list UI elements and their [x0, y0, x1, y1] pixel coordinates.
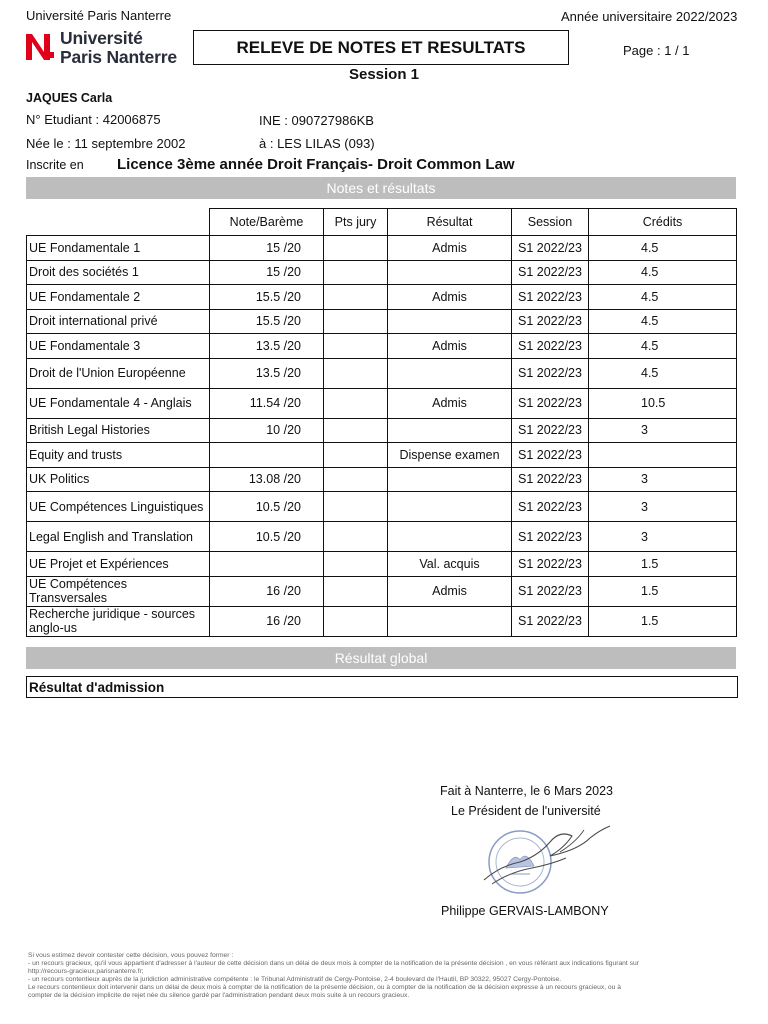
table-row — [27, 418, 737, 443]
university-name-top: Université Paris Nanterre — [26, 8, 172, 23]
row-session: S1 2022/23 — [512, 285, 589, 310]
table-row — [27, 606, 737, 636]
row-result: Admis — [388, 388, 512, 418]
row-result: Admis — [388, 576, 512, 606]
row-session: S1 2022/23 — [512, 492, 589, 522]
row-credits: 1.5 — [589, 576, 737, 606]
official-seal-and-signature — [480, 822, 620, 902]
row-jury — [324, 260, 388, 285]
row-jury — [324, 334, 388, 359]
row-result: Admis — [388, 236, 512, 261]
table-header-row — [27, 209, 737, 236]
row-note: 15.5 /20 — [210, 285, 324, 310]
row-note: 15.5 /20 — [210, 309, 324, 334]
row-credits: 4.5 — [589, 285, 737, 310]
appeal-notice-line: Le recours contentieux doit intervenir dans un délai de deux mois à compter de la notification de la présente décision, ou à compter de la notification de la décision expresse à un recours gracieux, ou à — [28, 984, 621, 992]
row-result — [388, 606, 512, 636]
table-row — [27, 467, 737, 492]
table-row — [27, 358, 737, 388]
row-session: S1 2022/23 — [512, 552, 589, 577]
admission-result-box — [26, 676, 738, 698]
row-label: UE Compétences Linguistiques — [27, 492, 210, 522]
header-session: Session — [512, 209, 589, 236]
row-jury — [324, 606, 388, 636]
row-result — [388, 418, 512, 443]
row-credits: 4.5 — [589, 334, 737, 359]
row-jury — [324, 552, 388, 577]
notes-section-header: Notes et résultats — [26, 177, 736, 199]
logo-mark-icon — [24, 30, 58, 66]
row-label: Equity and trusts — [27, 443, 210, 468]
row-credits: 3 — [589, 418, 737, 443]
row-session: S1 2022/23 — [512, 606, 589, 636]
row-jury — [324, 358, 388, 388]
row-result: Admis — [388, 334, 512, 359]
row-jury — [324, 388, 388, 418]
row-note: 10 /20 — [210, 418, 324, 443]
row-result — [388, 309, 512, 334]
row-session: S1 2022/23 — [512, 522, 589, 552]
table-row — [27, 443, 737, 468]
appeal-notice-line: - un recours contentieux auprès de la juridiction administrative compétente : le Tribunal Administratif de Cergy-Pontoise, 2-4 boulevard de l'Hautil, BP 30322, 95027 Cergy-Pontoise. — [28, 976, 562, 984]
table-row — [27, 309, 737, 334]
header-note: Note/Barème — [210, 209, 324, 236]
row-credits: 1.5 — [589, 552, 737, 577]
row-note: 13.08 /20 — [210, 467, 324, 492]
row-session: S1 2022/23 — [512, 388, 589, 418]
row-note: 10.5 /20 — [210, 492, 324, 522]
table-row — [27, 285, 737, 310]
table-row — [27, 260, 737, 285]
row-session: S1 2022/23 — [512, 467, 589, 492]
row-note: 13.5 /20 — [210, 358, 324, 388]
row-session: S1 2022/23 — [512, 309, 589, 334]
row-label: Legal English and Translation — [27, 522, 210, 552]
row-session: S1 2022/23 — [512, 576, 589, 606]
row-label: Droit international privé — [27, 309, 210, 334]
row-session: S1 2022/23 — [512, 236, 589, 261]
row-credits: 1.5 — [589, 606, 737, 636]
admission-label: Résultat d'admission — [29, 679, 165, 695]
table-row — [27, 236, 737, 261]
row-label: UE Fondamentale 4 - Anglais — [27, 388, 210, 418]
row-result — [388, 492, 512, 522]
session-title — [0, 66, 768, 83]
row-note: 13.5 /20 — [210, 334, 324, 359]
row-jury — [324, 236, 388, 261]
table-row — [27, 334, 737, 359]
document-title: RELEVE DE NOTES ET RESULTATS — [193, 30, 569, 65]
row-label: British Legal Histories — [27, 418, 210, 443]
row-label: UE Projet et Expériences — [27, 552, 210, 577]
academic-year: Année universitaire 2022/2023 — [561, 9, 738, 24]
row-result — [388, 467, 512, 492]
row-session: S1 2022/23 — [512, 358, 589, 388]
global-result-section-header: Résultat global — [26, 647, 736, 669]
row-label: Droit de l'Union Européenne — [27, 358, 210, 388]
row-note: 15 /20 — [210, 260, 324, 285]
row-label: UE Fondamentale 2 — [27, 285, 210, 310]
university-logo — [24, 28, 194, 68]
row-jury — [324, 522, 388, 552]
row-jury — [324, 443, 388, 468]
row-credits: 3 — [589, 522, 737, 552]
row-result: Val. acquis — [388, 552, 512, 577]
appeal-notice-line: Si vous estimez devoir contester cette décision, vous pouvez former : — [28, 952, 234, 959]
logo-text-line2: Paris Nanterre — [60, 47, 177, 67]
header-credits: Crédits — [589, 209, 737, 236]
row-session: S1 2022/23 — [512, 260, 589, 285]
row-result — [388, 358, 512, 388]
signatory-role: Le Président de l'université — [451, 804, 601, 818]
session-label: Session 1 — [348, 66, 420, 83]
appeal-notice — [28, 952, 740, 1001]
row-note: 15 /20 — [210, 236, 324, 261]
row-jury — [324, 576, 388, 606]
table-row — [27, 522, 737, 552]
student-number: N° Etudiant : 42006875 — [26, 112, 161, 127]
row-credits: 4.5 — [589, 358, 737, 388]
programme-name: Licence 3ème année Droit Français- Droit Common Law — [117, 156, 515, 173]
birth-date: Née le : 11 septembre 2002 — [26, 136, 186, 151]
header-result: Résultat — [388, 209, 512, 236]
table-row — [27, 576, 737, 606]
row-credits: 10.5 — [589, 388, 737, 418]
header-jury: Pts jury — [324, 209, 388, 236]
row-label: UE Compétences Transversales — [27, 576, 210, 606]
student-name: JAQUES Carla — [26, 91, 113, 105]
row-label: UK Politics — [27, 467, 210, 492]
row-jury — [324, 285, 388, 310]
row-note — [210, 552, 324, 577]
row-credits: 3 — [589, 467, 737, 492]
row-note: 16 /20 — [210, 606, 324, 636]
logo-text-line1: Université — [60, 28, 143, 48]
row-result — [388, 522, 512, 552]
row-credits: 4.5 — [589, 309, 737, 334]
row-result: Admis — [388, 285, 512, 310]
row-note: 10.5 /20 — [210, 522, 324, 552]
row-label: UE Fondamentale 3 — [27, 334, 210, 359]
seal-stamp-icon — [480, 822, 620, 902]
row-label: UE Fondamentale 1 — [27, 236, 210, 261]
row-credits: 3 — [589, 492, 737, 522]
row-jury — [324, 467, 388, 492]
birth-place: à : LES LILAS (093) — [259, 136, 375, 151]
place-and-date: Fait à Nanterre, le 6 Mars 2023 — [440, 784, 613, 798]
row-note: 16 /20 — [210, 576, 324, 606]
row-jury — [324, 418, 388, 443]
row-session: S1 2022/23 — [512, 443, 589, 468]
row-jury — [324, 492, 388, 522]
row-jury — [324, 309, 388, 334]
row-credits — [589, 443, 737, 468]
row-note: 11.54 /20 — [210, 388, 324, 418]
table-row — [27, 492, 737, 522]
row-session: S1 2022/23 — [512, 334, 589, 359]
enrolled-label: Inscrite en — [26, 158, 84, 172]
grades-table — [26, 208, 737, 637]
student-ine: INE : 090727986KB — [259, 113, 374, 128]
header-empty-cell — [27, 209, 210, 236]
row-label: Recherche juridique - sources anglo-us — [27, 606, 210, 636]
row-result — [388, 260, 512, 285]
appeal-notice-line: http://recours-gracieux.parisnanterre.fr; — [28, 968, 144, 976]
row-result: Dispense examen — [388, 443, 512, 468]
row-credits: 4.5 — [589, 236, 737, 261]
appeal-notice-line: - un recours gracieux, qu'il vous appartient d'adresser à l'auteur de cette décision dans un délai de deux mois à compter de la notification de la présente décision , en vous référant aux indications figurant sur — [28, 960, 639, 968]
row-credits: 4.5 — [589, 260, 737, 285]
signatory-name: Philippe GERVAIS-LAMBONY — [441, 904, 609, 918]
row-note — [210, 443, 324, 468]
page-number: Page : 1 / 1 — [623, 43, 690, 58]
table-row — [27, 552, 737, 577]
appeal-notice-line: compter de la décision implicite de rejet née du silence gardé par l'administration pendant deux mois suite à un recours gracieux. — [28, 992, 410, 1000]
table-row — [27, 388, 737, 418]
row-session: S1 2022/23 — [512, 418, 589, 443]
row-label: Droit des sociétés 1 — [27, 260, 210, 285]
